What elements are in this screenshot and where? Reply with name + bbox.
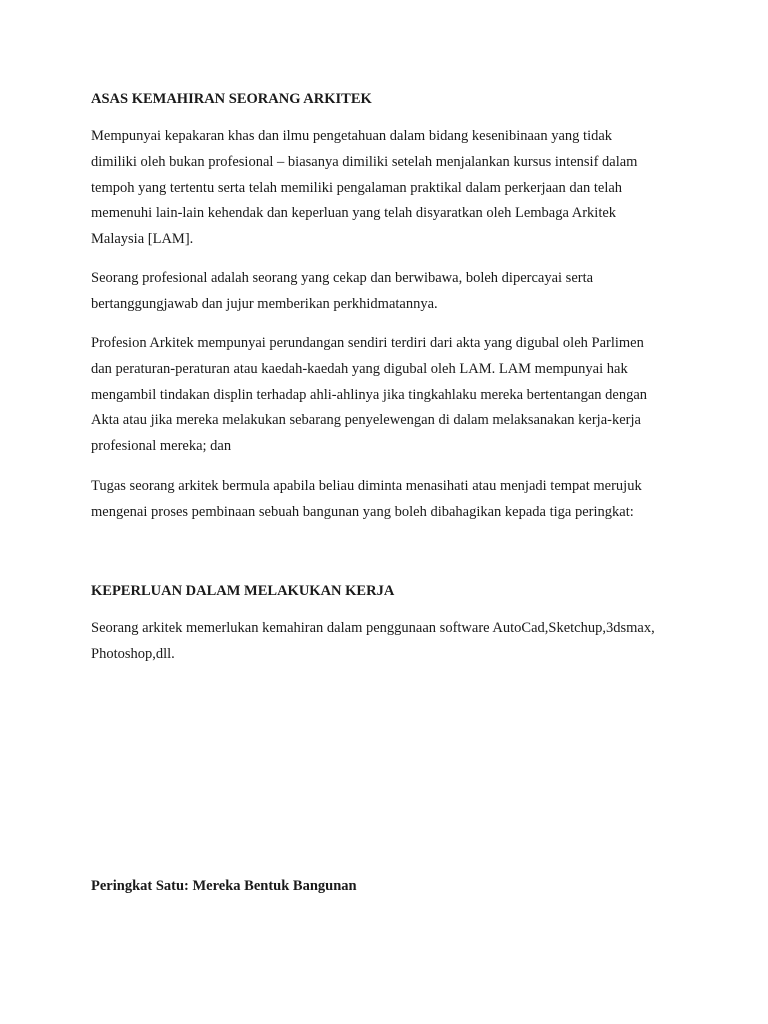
paragraph-line: Seorang profesional adalah seorang yang cekap dan berwibawa, boleh dipercayai serta [91, 270, 594, 286]
paragraph-tugas-arkitek [91, 474, 711, 526]
section-heading-peringkat-satu: Peringkat Satu: Mereka Bentuk Bangunan [91, 878, 357, 894]
paragraph-line: dan peraturan-peraturan atau kaedah-kaedah yang digubal oleh LAM. LAM mempunyai hak [91, 360, 628, 377]
paragraph-line: Akta atau jika mereka melakukan sebarang penyelewengan di dalam melaksanakan kerja-kerja [91, 412, 641, 429]
paragraph-line: dimiliki oleh bukan profesional – biasanya dimiliki setelah menjalankan kursus intensif dalam [91, 153, 638, 170]
paragraph-line: mengambil tindakan displin terhadap ahli-ahlinya jika tingkahlaku mereka bertentangan dengan [91, 386, 648, 403]
paragraph-line: Mempunyai kepakaran khas dan ilmu pengetahuan dalam bidang kesenibinaan yang tidak [91, 128, 613, 144]
paragraph-kepakaran [91, 124, 711, 253]
paragraph-perundangan [91, 331, 711, 460]
paragraph-line: Seorang arkitek memerlukan kemahiran dalam penggunaan software AutoCad,Sketchup,3dsmax, [91, 620, 655, 636]
section-heading-asas-kemahiran: ASAS KEMAHIRAN SEORANG ARKITEK [91, 91, 372, 107]
paragraph-line: Malaysia [LAM]. [91, 231, 194, 248]
paragraph-line: memenuhi lain-lain kehendak dan keperluan yang telah disyaratkan oleh Lembaga Arkitek [91, 205, 617, 222]
section-heading-keperluan: KEPERLUAN DALAM MELAKUKAN KERJA [91, 583, 395, 599]
paragraph-line: bertanggungjawab dan jujur memberikan perkhidmatannya. [91, 295, 438, 312]
paragraph-line: tempoh yang tertentu serta telah memiliki pengalaman praktikal dalam perkerjaan dan telah [91, 179, 623, 196]
paragraph-software [91, 616, 711, 668]
paragraph-profesional [91, 266, 711, 318]
paragraph-line: Tugas seorang arkitek bermula apabila beliau diminta menasihati atau menjadi tempat merujuk [91, 478, 642, 494]
paragraph-line: mengenai proses pembinaan sebuah bangunan yang boleh dibahagikan kepada tiga peringkat: [91, 503, 634, 520]
paragraph-line: profesional mereka; dan [91, 438, 232, 455]
paragraph-line: Profesion Arkitek mempunyai perundangan sendiri terdiri dari akta yang digubal oleh Parlimen [91, 335, 644, 351]
paragraph-line: Photoshop,dll. [91, 645, 175, 662]
